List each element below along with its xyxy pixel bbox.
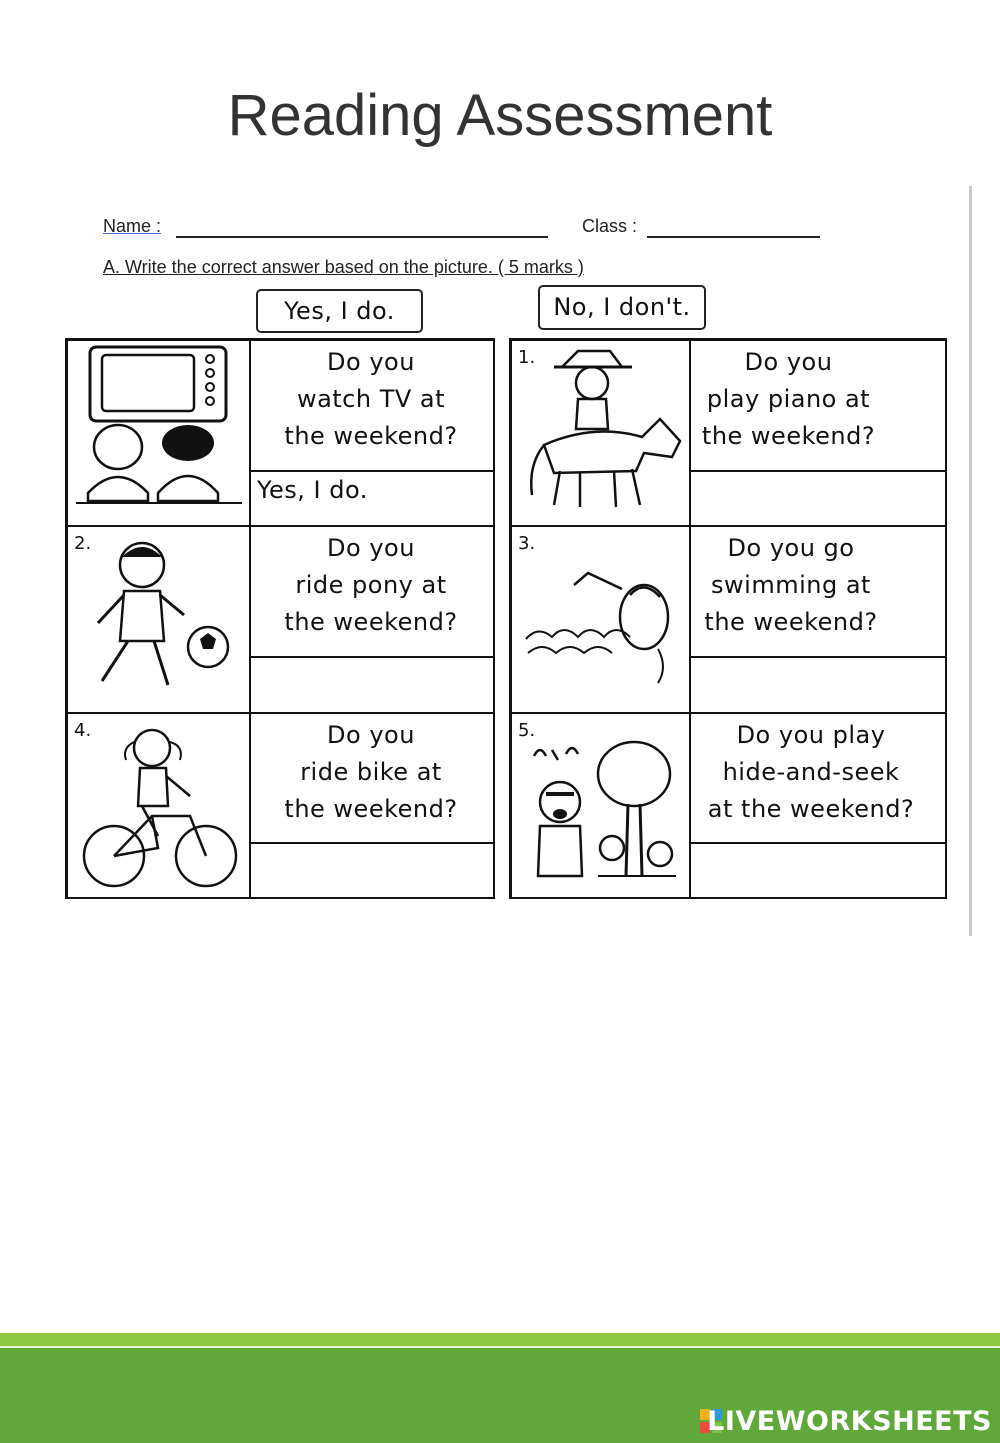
question-text-4: Do you ride bike at the weekend?	[284, 721, 458, 823]
right-question-table	[509, 338, 947, 899]
page-title: Reading Assessment	[227, 83, 773, 148]
girl-riding-bike-picture	[82, 724, 242, 892]
picture-cell-2	[67, 526, 250, 713]
picture-cell-tv	[67, 340, 250, 526]
answer-cell-4[interactable]	[250, 843, 495, 899]
name-label: Name :	[103, 216, 162, 236]
picture-cell-4	[67, 713, 250, 899]
class-label: Class :	[582, 216, 638, 236]
question-number-4: 4.	[74, 720, 92, 741]
swimming-picture	[518, 549, 683, 699]
name-input-line[interactable]	[176, 236, 548, 238]
question-number-3: 3.	[518, 533, 536, 554]
answer-cell-3[interactable]	[690, 657, 947, 713]
question-cell-2	[250, 526, 495, 657]
picture-cell-1	[511, 340, 690, 526]
question-text-3: Do you go swimming at the weekend?	[704, 534, 878, 636]
question-number-5: 5.	[518, 720, 536, 741]
instruction-text: A. Write the correct answer based on the picture. ( 5 marks )	[103, 257, 584, 277]
question-number-1: 1.	[518, 347, 536, 368]
hide-and-seek-picture	[526, 736, 686, 896]
question-cell-3	[690, 526, 947, 657]
question-text-2: Do you ride pony at the weekend?	[284, 534, 458, 636]
picture-cell-3	[511, 526, 690, 713]
choice-yes-i-do[interactable]: Yes, I do.	[256, 289, 423, 333]
name-field-label	[103, 216, 161, 237]
question-number-2: 2.	[74, 533, 92, 554]
question-cell-0	[250, 340, 495, 471]
choice-no-i-dont[interactable]: No, I don't.	[538, 285, 706, 330]
question-text-5: Do you play hide-and-seek at the weekend?	[707, 721, 915, 823]
footer-bar	[0, 1348, 1000, 1443]
answer-cell-2[interactable]	[250, 657, 495, 713]
question-cell-4	[250, 713, 495, 843]
class-input-line[interactable]	[647, 236, 820, 238]
picture-cell-5	[511, 713, 690, 899]
footer-accent-stripe	[0, 1333, 1000, 1346]
watching-tv-picture	[72, 343, 247, 521]
answer-cell-1[interactable]	[690, 471, 947, 526]
liveworksheets-brand[interactable]: LIVEWORKSHEETS	[707, 1406, 992, 1437]
answer-text-0: Yes, I do.	[257, 476, 368, 504]
boy-kicking-ball-picture	[84, 539, 244, 704]
question-cell-5	[690, 713, 947, 843]
question-text-0: Do you watch TV at the weekend?	[284, 348, 458, 450]
question-cell-1	[690, 340, 947, 471]
left-question-table	[65, 338, 495, 899]
question-text-1: Do you play piano at the weekend?	[701, 348, 876, 450]
answer-cell-5[interactable]	[690, 843, 947, 899]
cowboy-on-horse-picture	[524, 345, 684, 515]
answer-cell-0	[250, 471, 495, 526]
scan-edge-divider	[969, 186, 972, 936]
